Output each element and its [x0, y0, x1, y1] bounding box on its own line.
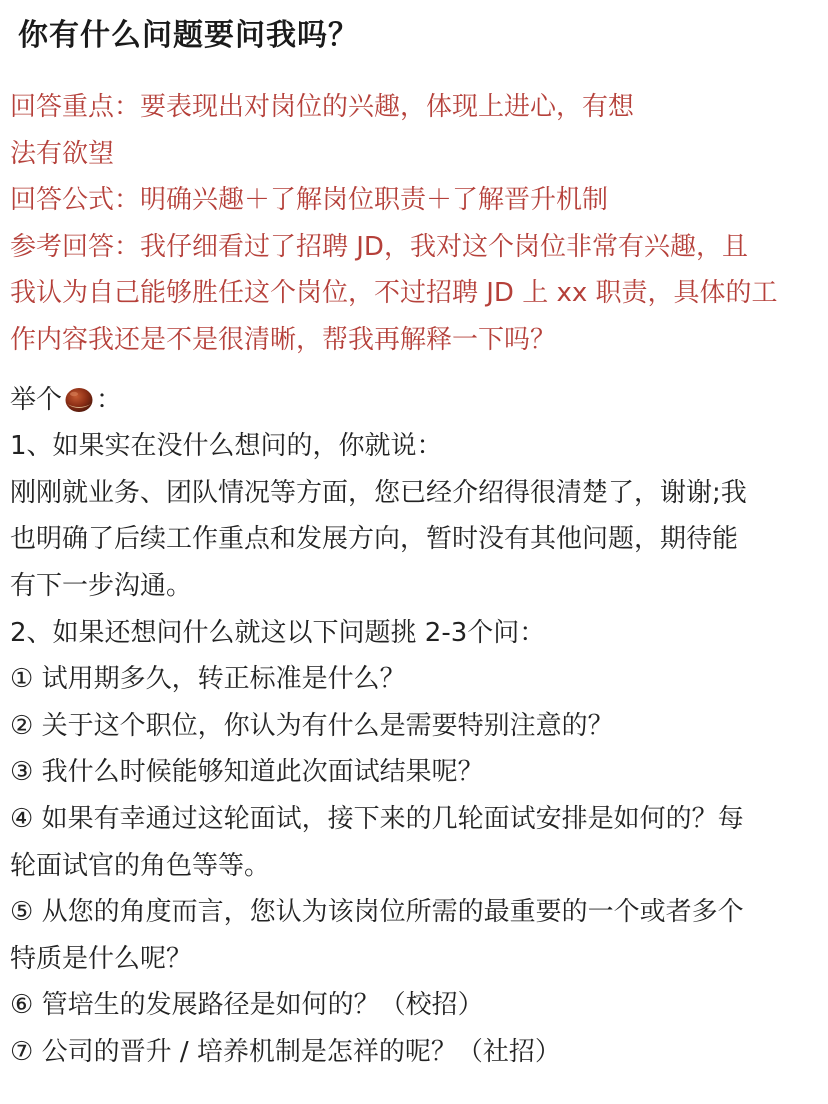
question-4-line-1: ④ 如果有幸通过这轮面试，接下来的几轮面试安排是如何的？每 — [10, 803, 744, 834]
reference-answer-line-2: 我认为自己能够胜任这个岗位，不过招聘 JD 上 xx 职责，具体的工 — [10, 278, 778, 309]
body-line-3: 也明确了后续工作重点和发展方向，暂时没有其他问题，期待能 — [10, 524, 739, 555]
example-prefix: 举个 — [10, 384, 63, 415]
question-1: ① 试用期多久，转正标准是什么？ — [10, 664, 406, 695]
question-5-line-2: 特质是什么呢？ — [10, 943, 193, 974]
page-title: 你有什么问题要问我吗？ — [18, 18, 359, 53]
question-7: ⑦ 公司的晋升 / 培养机制是怎祥的呢？（社招） — [10, 1036, 561, 1067]
answer-key-point-line-2: 法有欲望 — [10, 138, 115, 169]
body-line-4: 有下一步沟通。 — [10, 570, 193, 601]
answer-formula: 回答公式：明确兴趣＋了解岗位职责＋了解晋升机制 — [10, 185, 609, 216]
body-line-5: 2、如果还想问什么就这以下问题挑 2-3个问： — [10, 617, 546, 648]
article-body — [10, 84, 822, 1075]
body-line-2: 刚刚就业务、团队情况等方面，您已经介绍得很清楚了，谢谢;我 — [10, 477, 747, 508]
reference-answer-line-1: 参考回答：我仔细看过了招聘 JD，我对这个岗位非常有兴趣，且 — [10, 231, 748, 262]
answer-key-point-line-1: 回答重点：要表现出对岗位的兴趣，体现上进心，有想 — [10, 92, 635, 122]
question-2: ② 关于这个职位，你认为有什么是需要特别注意的？ — [10, 710, 614, 741]
question-6: ⑥ 管培生的发展路径是如何的？（校招） — [10, 990, 484, 1021]
body-line-1: 1、如果实在没什么想问的，你就说： — [10, 431, 443, 462]
reference-answer-line-3: 作内容我还是不是很清晰，帮我再解释一下吗？ — [10, 324, 557, 355]
example-heading — [10, 377, 822, 424]
question-4-line-2: 轮面试官的角色等等。 — [10, 850, 271, 881]
question-3: ③ 我什么时候能够知道此次面试结果呢？ — [10, 757, 484, 788]
chestnut-emoji-icon — [64, 382, 94, 410]
question-5-line-1: ⑤ 从您的角度而言，您认为该岗位所需的最重要的一个或者多个 — [10, 897, 744, 928]
example-suffix: ： — [96, 384, 123, 415]
